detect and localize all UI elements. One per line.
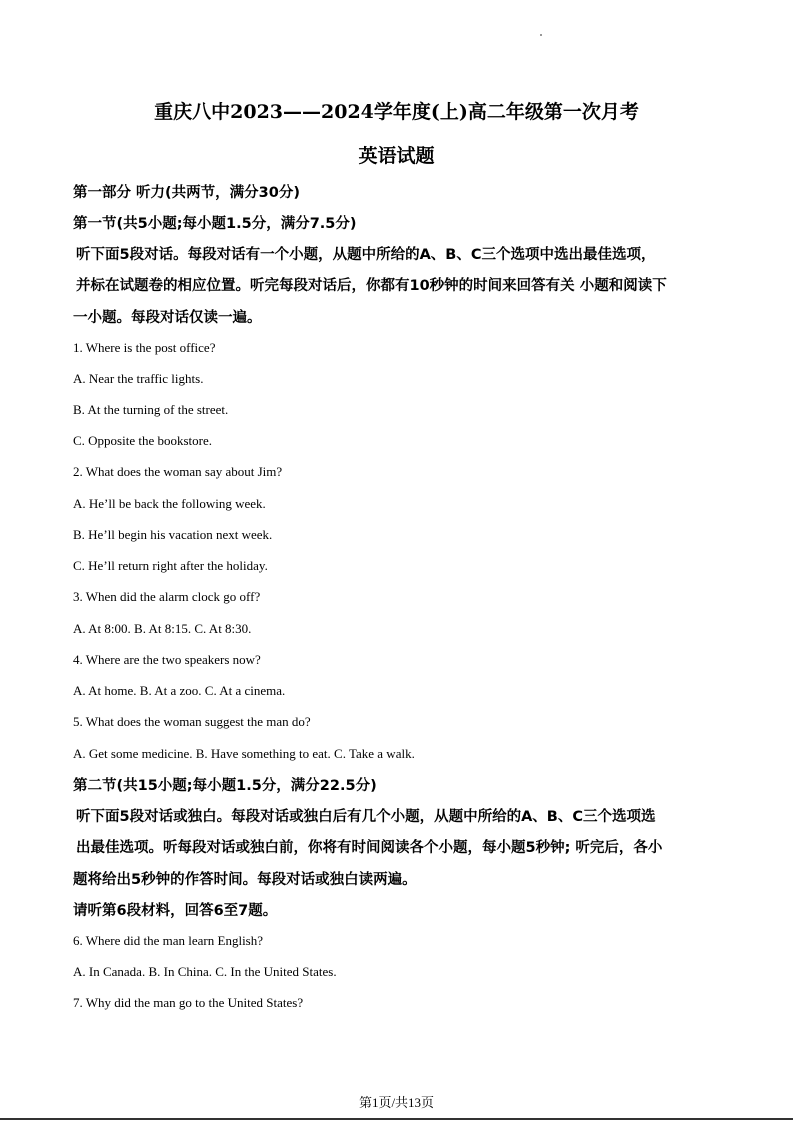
page-number: 第1页/共13页 <box>358 1095 435 1110</box>
question-line: 7. Why did the man go to the United States? <box>73 995 304 1010</box>
section2-instruction-line: 出最佳选项。听每段对话或独白前，你将有时间阅读各个小题，每小题5秒钟; 听完后，各小 <box>76 840 663 856</box>
material-instruction: 请听第6段材料，回答6至7题。 <box>73 903 278 919</box>
option-line: A. At 8:00. B. At 8:15. C. At 8:30. <box>73 621 252 636</box>
option-line: B. He’ll begin his vacation next week. <box>73 527 273 542</box>
option-line: A. In Canada. B. In China. C. In the United States. <box>73 964 337 979</box>
section2-instruction-line: 听下面5段对话或独白。每段对话或独白后有几个小题，从题中所给的A、B、C三个选项选 <box>76 809 656 825</box>
option-line: A. Get some medicine. B. Have something to eat. C. Take a walk. <box>73 746 415 761</box>
question-line: 1. Where is the post office? <box>73 340 216 355</box>
question-line: 4. Where are the two speakers now? <box>73 652 261 667</box>
question-line: 6. Where did the man learn English? <box>73 933 264 948</box>
exam-title: 重庆八中2023——2024学年度(上)高二年级第一次月考 <box>154 101 639 123</box>
exam-subtitle: 英语试题 <box>358 145 435 167</box>
section1-instruction-line: 一小题。每段对话仅读一遍。 <box>73 310 262 326</box>
page-dot-mark <box>540 34 542 36</box>
question-line: 3. When did the alarm clock go off? <box>73 589 261 604</box>
option-line: A. Near the traffic lights. <box>73 371 204 386</box>
part1-heading: 第一部分 听力(共两节，满分30分) <box>73 185 300 201</box>
section1-heading: 第一节(共5小题;每小题1.5分，满分7.5分) <box>73 216 357 232</box>
section1-instruction-line: 并标在试题卷的相应位置。听完每段对话后，你都有10秒钟的时间来回答有关 小题和阅读下 <box>76 278 667 294</box>
question-line: 2. What does the woman say about Jim? <box>73 464 283 479</box>
option-line: A. At home. B. At a zoo. C. At a cinema. <box>73 683 286 698</box>
footer-divider <box>0 1118 793 1120</box>
section1-instruction-line: 听下面5段对话。每段对话有一个小题，从题中所给的A、B、C三个选项中选出最佳选项， <box>76 247 656 263</box>
option-line: C. Opposite the bookstore. <box>73 433 213 448</box>
option-line: A. He’ll be back the following week. <box>73 496 266 511</box>
section2-heading: 第二节(共15小题;每小题1.5分，满分22.5分) <box>73 778 377 794</box>
option-line: C. He’ll return right after the holiday. <box>73 558 268 573</box>
option-line: B. At the turning of the street. <box>73 402 229 417</box>
question-line: 5. What does the woman suggest the man do? <box>73 714 311 729</box>
section2-instruction-line: 题将给出5秒钟的作答时间。每段对话或独白读两遍。 <box>73 872 417 888</box>
